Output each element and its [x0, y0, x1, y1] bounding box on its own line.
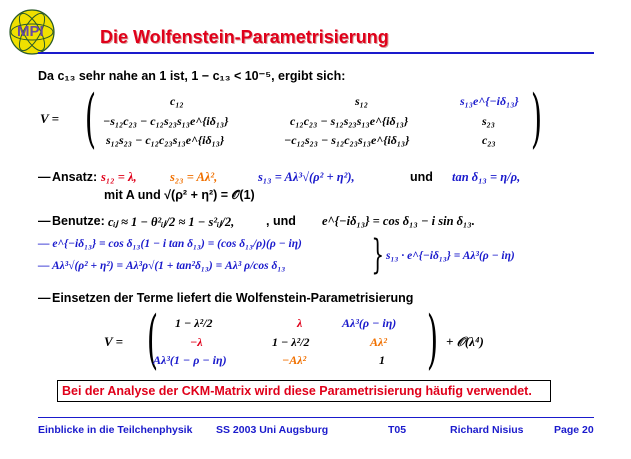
matrix2-right-paren: )	[426, 303, 439, 377]
ansatz-tan: tan δ₁₃ = η/ρ,	[452, 170, 521, 184]
m2-cell: λ	[297, 316, 303, 330]
derive-row2: — Aλ³√(ρ² + η²) = Aλ³ρ√(1 + tan²δ₁₃) = Aλ³ ρ/cos δ₁₃	[38, 260, 286, 272]
derive-result: s₁₃ · e^{−iδ₁₃} = Aλ³(ρ − iη)	[386, 250, 515, 262]
m2-cell: −Aλ²	[282, 353, 307, 367]
logo-text: MPI	[17, 23, 44, 40]
m1-cell: c₁₂	[170, 94, 184, 108]
ansatz-dash: —	[38, 170, 51, 184]
m2-cell: −λ	[190, 335, 203, 349]
matrix1-label: V =	[40, 111, 60, 126]
footer-page: Page 20	[554, 424, 594, 436]
matrix2-left-paren: (	[146, 303, 159, 377]
einsetzen-dash: —	[38, 291, 51, 305]
m1-cell: s₁₂s₂₃ − c₁₂c₂₃s₁₃e^{iδ₁₃}	[106, 133, 225, 147]
m1-cell: c₁₂c₂₃ − s₁₂s₂₃s₁₃e^{iδ₁₃}	[290, 114, 409, 128]
footer-author: Richard Nisius	[450, 424, 524, 436]
ansatz-s13: s₁₃ = Aλ³√(ρ² + η²),	[258, 170, 355, 184]
mpi-logo	[8, 8, 56, 56]
ansatz-s12: s₁₂ = λ,	[101, 170, 137, 184]
m2-cell: 1 − λ²/2	[272, 335, 310, 349]
m1-cell: −c₁₂s₂₃ − s₁₂c₂₃s₁₃e^{iδ₁₃}	[284, 133, 410, 147]
m1-cell: s₁₂	[355, 94, 369, 108]
ansatz-label: Ansatz:	[52, 170, 98, 184]
m1-cell: s₂₃	[482, 114, 496, 128]
m2-cell: Aλ³(1 − ρ − iη)	[153, 353, 227, 367]
footer-term: SS 2003 Uni Augsburg	[216, 424, 329, 436]
matrix1-right-paren: )	[530, 82, 543, 156]
m2-cell: Aλ²	[370, 335, 387, 349]
m1-cell: −s₁₂c₂₃ − c₁₂s₂₃s₁₃e^{iδ₁₃}	[103, 114, 229, 128]
footer-course: Einblicke in die Teilchenphysik	[38, 424, 193, 436]
einsetzen-text: Einsetzen der Terme liefert die Wolfenstein-Parametrisierung	[52, 291, 414, 305]
benutze-label: Benutze:	[52, 214, 105, 228]
benutze-formula2: e^{−iδ₁₃} = cos δ₁₃ − i sin δ₁₃.	[322, 214, 475, 228]
m2-cell: 1	[379, 353, 385, 367]
intro-line: Da c₁₃ sehr nahe an 1 ist, 1 − c₁₃ < 10⁻⁵, ergibt sich:	[38, 69, 346, 83]
derive-row1: — e^{−iδ₁₃} = cos δ₁₃(1 − i tan δ₁₃) = (cos δ₁₃/ρ)(ρ − iη)	[38, 238, 302, 250]
ansatz-line2: mit A und √(ρ² + η²) = 𝒪(1)	[104, 188, 255, 202]
benutze-und: , und	[266, 214, 296, 228]
ansatz-und: und	[410, 170, 433, 184]
matrix2-suffix: + 𝒪(λ⁴)	[446, 334, 484, 349]
derive-brace: }	[371, 232, 385, 278]
m1-cell: c₂₃	[482, 133, 496, 147]
benutze-formula: cᵢⱼ ≈ 1 − θ²ᵢⱼ/2 ≈ 1 − s²ᵢⱼ/2,	[108, 215, 235, 229]
m2-cell: Aλ³(ρ − iη)	[342, 316, 397, 330]
m2-cell: 1 − λ²/2	[175, 316, 213, 330]
page-title: Die Wolfenstein-Parametrisierung	[100, 27, 389, 47]
footer-rule	[38, 417, 594, 418]
footer-code: T05	[388, 424, 407, 436]
matrix2-label: V =	[104, 334, 124, 349]
m1-cell: s₁₃e^{−iδ₁₃}	[460, 94, 519, 108]
benutze-dash: —	[38, 214, 51, 228]
title-rule	[38, 52, 594, 54]
note-text: Bei der Analyse der CKM-Matrix wird diese Parametrisierung häufig verwendet.	[62, 384, 532, 398]
matrix1-left-paren: (	[84, 82, 97, 156]
ansatz-s23: s₂₃ = Aλ²,	[170, 170, 218, 184]
